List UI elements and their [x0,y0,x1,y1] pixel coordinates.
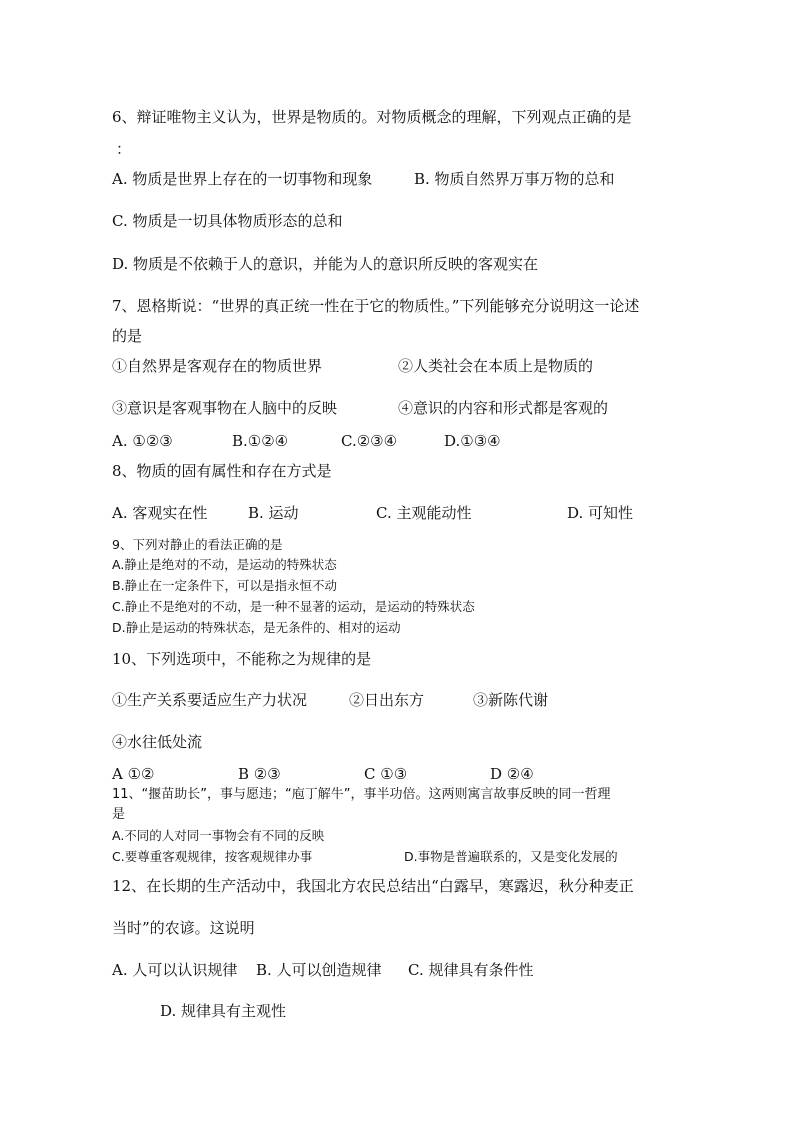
q8-stem: 8、物质的固有属性和存在方式是 [112,462,332,480]
q9-option-a: A.静止是绝对的不动，是运动的特殊状态 [112,557,337,572]
q10-option-a: A ①② [112,765,155,783]
q10-option-b: B ②③ [238,765,281,783]
q11-option-c: C.要尊重客观规律，按客观规律办事 [112,849,313,864]
q7-statement-4: ④意识的内容和形式都是客观的 [398,399,609,417]
q8-option-a: A. 客观实在性 [112,504,208,522]
q6-stem: 6、辩证唯物主义认为，世界是物质的。对物质概念的理解，下列观点正确的是 [112,108,632,126]
q6-stem-tail: ： [116,140,132,158]
q10-option-c: C ①③ [364,765,408,783]
q8-option-c: C. 主观能动性 [376,504,472,522]
q11-option-a: A.不同的人对同一事物会有不同的反映 [112,828,325,843]
q8-option-b: B. 运动 [248,504,299,522]
q10-option-d: D ②④ [490,765,534,783]
q10-statement-3: ③新陈代谢 [473,691,549,709]
q10-statement-2: ②日出东方 [349,691,425,709]
q7-statement-3: ③意识是客观事物在人脑中的反映 [112,399,338,417]
q12-stem-tail: 当时”的农谚。这说明 [112,919,255,937]
q9-option-c: C.静止不是绝对的不动，是一种不显著的运动，是运动的特殊状态 [112,599,475,614]
q7-option-b: B.①②④ [232,432,289,450]
q11-stem: 11、“揠苗助长”，事与愿违；“庖丁解牛”，事半功倍。这两则寓言故事反映的同一哲理 [112,787,611,802]
q6-option-c: C. 物质是一切具体物质形态的总和 [112,212,343,230]
q12-option-c: C. 规律具有条件性 [408,961,534,979]
q12-option-a: A. 人可以认识规律 [112,961,238,979]
q12-option-d: D. 规律具有主观性 [160,1002,287,1020]
q11-stem-tail: 是 [112,807,126,822]
q9-stem: 9、下列对静止的看法正确的是 [112,537,283,552]
q6-option-b: B. 物质自然界万事万物的总和 [414,170,615,188]
q7-stem: 7、恩格斯说：“世界的真正统一性在于它的物质性。”下列能够充分说明这一论述 [112,297,640,315]
q7-option-c: C.②③④ [341,432,398,450]
q6-option-d: D. 物质是不依赖于人的意识，并能为人的意识所反映的客观实在 [112,255,539,273]
q7-statement-2: ②人类社会在本质上是物质的 [398,357,594,375]
q11-option-d: D.事物是普遍联系的，又是变化发展的 [404,849,618,864]
q7-option-a: A. ①②③ [112,432,173,450]
q12-option-b: B. 人可以创造规律 [256,961,382,979]
q9-option-b: B.静止在一定条件下，可以是指永恒不动 [112,578,338,593]
q10-statement-4: ④水往低处流 [112,733,203,751]
q7-statement-1: ①自然界是客观存在的物质世界 [112,357,323,375]
q9-option-d: D.静止是运动的特殊状态，是无条件的、相对的运动 [112,620,401,635]
q7-stem-tail: 的是 [112,327,143,345]
q12-stem: 12、在长期的生产活动中，我国北方农民总结出“白露早，寒露迟，秋分种麦正 [112,877,634,895]
q10-statement-1: ①生产关系要适应生产力状况 [112,691,308,709]
q10-stem: 10、下列选项中，不能称之为规律的是 [112,650,372,668]
q6-option-a: A. 物质是世界上存在的一切事物和现象 [112,170,373,188]
q8-option-d: D. 可知性 [567,504,634,522]
q7-option-d: D.①③④ [444,432,501,450]
